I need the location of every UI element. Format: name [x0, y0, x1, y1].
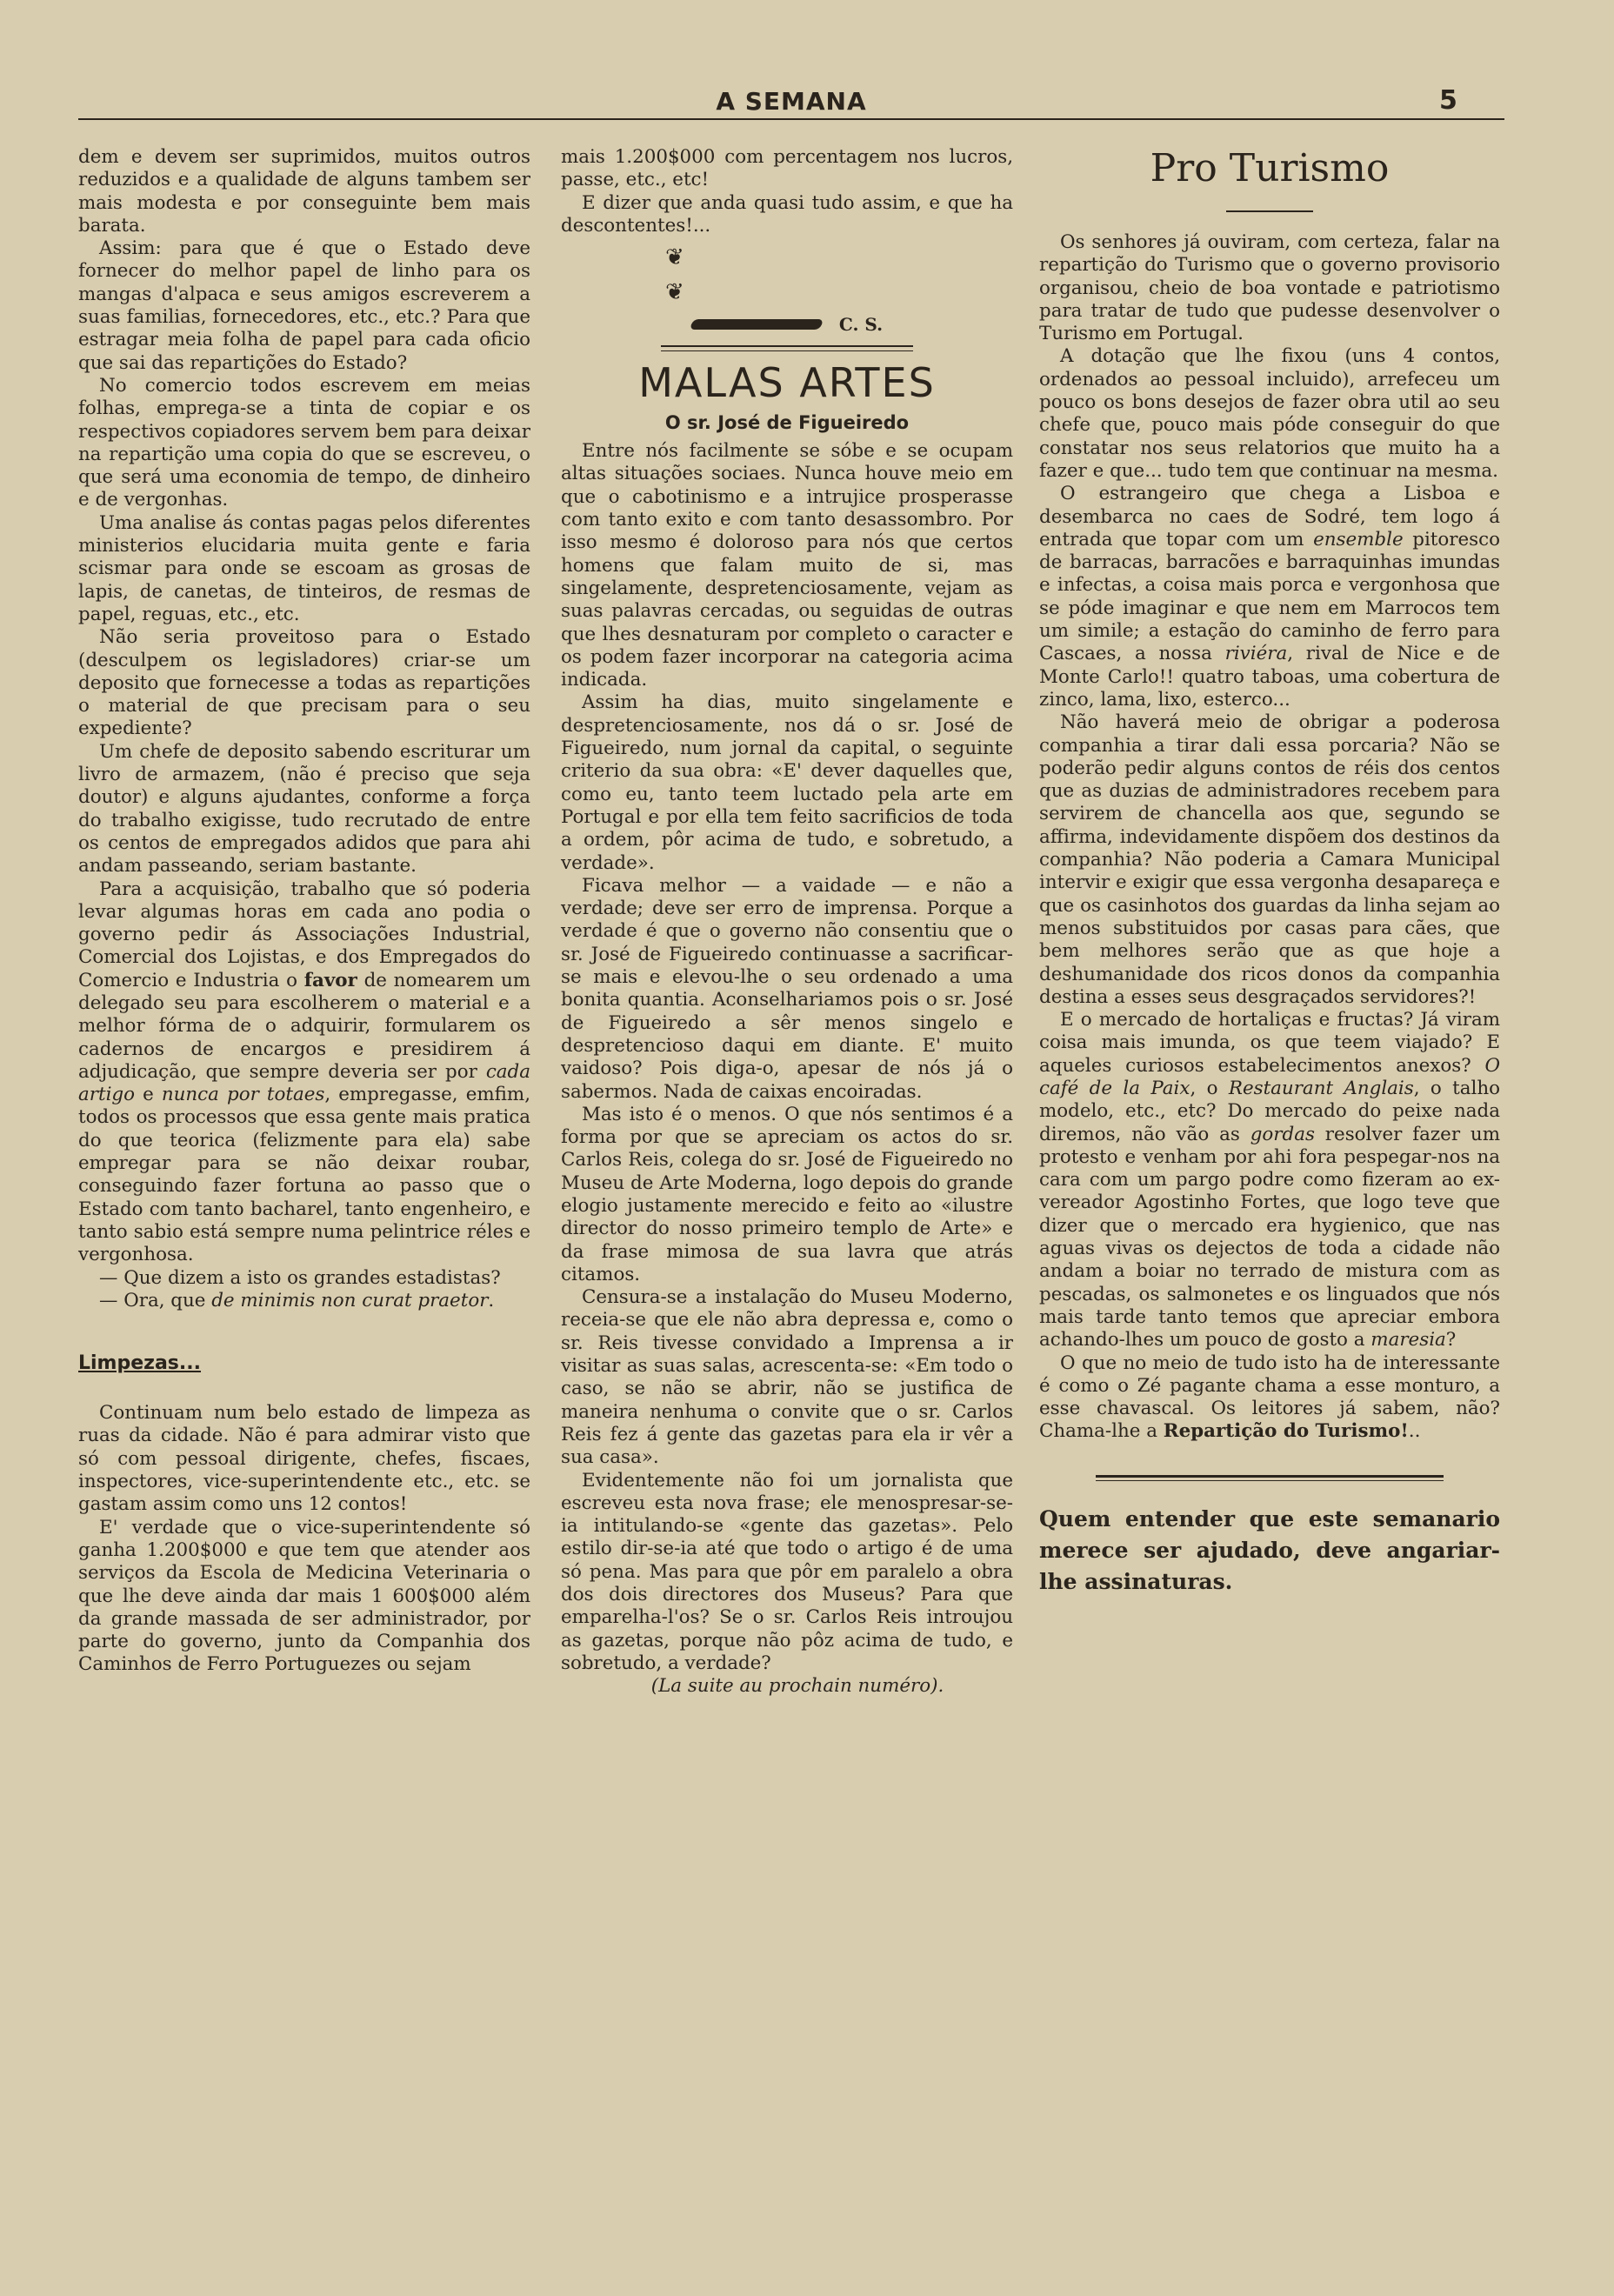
- masthead-title: A SEMANA: [716, 87, 867, 116]
- paragraph: mais 1.200$000 com percentagem nos lucros, passe, etc., etc!: [561, 146, 1013, 191]
- signature-block: [561, 314, 1013, 335]
- article-title: MALAS ARTES: [638, 359, 936, 407]
- paragraph: A dotação que lhe fixou (uns 4 contos, ordenados ao pessoal incluido), arrefeceu um pouco os bons desejos de fazer obra util ao seu chefe que, pouco mais póde conseguir do que constatar nos seus relatorios que muito ha a fazer e que... tudo tem que continuar na mesma.: [1039, 345, 1500, 482]
- paragraph: O estrangeiro que chega a Lisboa e desembarca no caes de Sodré, tem logo á entrada que topar com um ensemble pitoresco de barracas, barracões e barraquinhas imundas e infectas, a coisa mais porca e vergonhosa que se póde imaginar e que nem em Marrocos tem um simile; a estação do caminho de ferro para Cascaes, a nossa riviéra, rival de Nice e de Monte Carlo!! quatro taboas, uma cobertura de zinco, lama, lixo, esterco...: [1039, 483, 1501, 711]
- page-number: 5: [1439, 85, 1457, 116]
- column-right: [1039, 146, 1500, 1598]
- title-rule: [1226, 210, 1313, 212]
- paragraph: Evidentemente não foi um jornalista que escreveu esta nova frase; ele menospresar-se-ia intitulando-se «gente das gazetas». Pelo estilo dir-se-ia até que todo o artigo é de uma só pena. Mas para que pôr em paralelo a obra dos dois directores dos Museus? Para que emparelha-l'os? Se o sr. Carlos Reis introujou as gazetas, porque não pôz acima de tudo, e sobretudo, a verdade?: [561, 1469, 1013, 1674]
- paragraph: Não seria proveitoso para o Estado (desculpem os legisladores) criar-se um deposito que fornecesse a todas as repartições o material de que precisam para o seu expediente?: [78, 626, 530, 740]
- section-heading-limpezas: Limpezas...: [78, 1352, 201, 1375]
- paragraph: Um chefe de deposito sabendo escriturar um livro de armazem, (não é preciso que seja doutor) e alguns ajudantes, conforme a força do trabalho exigisse, tudo recrutado de entre os centos de empregados adidos que para ahi andam passeando, seriam bastante.: [78, 740, 530, 878]
- paragraph: No comercio todos escrevem em meias folhas, emprega-se a tinta de copiar e os respectivos copiadores servem bem para deixar na repartição uma copia do que se escreveu, o que será uma economia de tempo, de dinheiro e de vergonhas.: [78, 374, 530, 511]
- paragraph-latin: — Ora, que de minimis non curat praetor.: [99, 1289, 495, 1312]
- signature-flourish: [690, 319, 824, 330]
- paragraph: Mas isto é o menos. O que nós sentimos é a forma por que se apreciam os actos do sr. Carlos Reis, colega do sr. José de Figueiredo no Museu de Arte Moderna, logo depois do grande elogio justamente merecido e feito ao «ilustre director do nosso primeiro templo de Arte» e da frase mimosa de sua lavra que atrás citamos.: [561, 1103, 1013, 1285]
- paragraph: Assim ha dias, muito singelamente e despretenciosamente, nos dá o sr. José de Figueiredo, num jornal da capital, o seguinte criterio da sua obra: «E' dever daquelles que, como eu, tanto teem luctado pela arte em Portugal e por ella tem feito sacrificios de toda a ordem, pôr acima de tudo, e sobretudo, a verdade».: [561, 691, 1013, 874]
- paragraph: Ficava melhor — a vaidade — e não a verdade; deve ser erro de imprensa. Porque a verdade é que o governo não consentiu que o sr. José de Figueiredo continuasse a sacrificar-se mais e elevou-lhe o seu ordenado a uma bonita quantia. Aconselhariamos pois o sr. José de Figueiredo a sêr menos singelo e despretencioso daqui em diante. E' muito vaidoso? Pois diga-o, apesar de nós já o sabermos. Nada de caixas encoiradas.: [561, 874, 1013, 1103]
- column-left: [78, 146, 530, 1677]
- article-subtitle: O sr. José de Figueiredo: [664, 412, 910, 434]
- paragraph: Uma analise ás contas pagas pelos diferentes ministerios elucidaria muita gente e faria scismar para onde se escoam as grosas de lapis, de canetas, de tinteiros, de resmas de papel, reguas, etc., etc.: [78, 511, 530, 625]
- signature: C. S.: [838, 314, 884, 336]
- section-divider: [1096, 1475, 1444, 1481]
- subscription-appeal: Quem entender que este semanario merece ser ajudado, deve angariar-lhe assinaturas.: [1039, 1505, 1500, 1594]
- section-divider: [661, 345, 913, 351]
- article-title: Pro Turismo: [1150, 146, 1390, 190]
- paragraph: O que no meio de tudo isto ha de interessante é como o Zé pagante chama a esse monturo, a esse chavascal. Os leitores já sabem, não? Chama-lhe a Repartição do Turismo!..: [1039, 1352, 1500, 1443]
- paragraph: Os senhores já ouviram, com certeza, falar na repartição do Turismo que o governo provisorio organisou, cheio de boa vontade e patriotismo para tratar de tudo que pudesse desenvolver o Turismo em Portugal.: [1039, 231, 1500, 345]
- column-middle: [561, 146, 1013, 1699]
- fleuron-ornament: ❦: [665, 279, 684, 306]
- paragraph: Não haverá meio de obrigar a poderosa companhia a tirar dali essa porcaria? Não se poderão pedir alguns contos de réis dos centos que as duzias de administradores recebem para servirem de chancella aos que, segundo se affirma, indevidamente dispõem dos destinos da companhia? Não poderia a Camara Municipal intervir e exigir que essa vergonha desapareça e que os casinhotos dos guardas da linha sejam ao menos substituidos por casas para cães, que bem melhores serão que as que hoje a deshumanidade dos ricos donos da companhia destina a esses seus desgraçados servidores?!: [1039, 711, 1500, 1008]
- paragraph-question: — Que dizem a isto os grandes estadistas?: [99, 1266, 501, 1289]
- paragraph: Censura-se a instalação do Museu Moderno, receia-se que ele não abra depressa e, como o sr. Reis tivesse convidado a Imprensa a ir visitar as suas salas, acrescenta-se: «Em todo o caso, se não se abrir, não se justifica de maneira nenhuma o convite que o sr. Carlos Reis fez á gente das gazetas para ela ir vêr a sua casa».: [561, 1286, 1013, 1469]
- paragraph: Assim: para que é que o Estado deve fornecer do melhor papel de linho para os mangas d'alpaca e seus amigos escreverem a suas familias, fornecedores, etc., etc.? Para que estragar meia folha de papel para cada oficio que sai das repartições do Estado?: [78, 237, 530, 374]
- paragraph: Continuam num belo estado de limpeza as ruas da cidade. Não é para admirar visto que só com pessoal dirigente, chefes, fiscaes, inspectores, vice-superintendente etc., etc. se gastam assim como uns 12 contos!: [78, 1402, 530, 1516]
- paragraph: Entre nós facilmente se sóbe e se ocupam altas situações sociaes. Nunca houve meio em que o cabotinismo e a intrujice prosperasse com tanto exito e com tanto desassombro. Por isso mesmo é doloroso para nós que certos homens que falam muito de si, mas singelamente, despretenciosamente, vejam as suas palavras cercadas, ou seguidas de outras que lhes desnaturam por completo o caracter e os podem fazer incorporar na categoria acima indicada.: [561, 440, 1013, 691]
- paragraph: E o mercado de hortaliças e fructas? Já viram coisa mais imunda, os que teem viajado? E aqueles curiosos estabelecimentos anexos? O café de la Paix, o Restaurant Anglais, o talho modelo, etc., etc? Do mercado do peixe nada diremos, não vão as gordas resolver fazer um protesto e venham por ahi fora pespegar-nos na cara com um pargo podre como fizeram ao ex-vereador Agostinho Fortes, que logo teve que dizer que o mercado era hygienico, que nas aguas vivas os dejectos de toda a cidade não andam a boiar no terrado de mistura com as pescadas, os salmonetes e os linguados que nós mais tarde tanto temos que apreciar embora achando-lhes um pouco de gosto a maresia?: [1039, 1009, 1501, 1352]
- paragraph: E dizer que anda quasi tudo assim, e que ha descontentes!...: [561, 191, 1013, 237]
- paragraph: dem e devem ser suprimidos, muitos outros reduzidos e a qualidade de alguns tambem ser mais modesta e por conseguinte bem mais barata.: [78, 146, 530, 237]
- paragraph-acquisition: Para a acquisição, trabalho que só poderia levar algumas horas em cada ano podia o governo pedir ás Associações Industrial, Comercial dos Lojistas, e dos Empregados do Comercio e Industria o favor de nomearem um delegado seu para escolherem o material e a melhor fórma de o adquirir, formularem os cadernos de encargos e presidirem á adjudicação, que sempre deveria ser por cada artigo e nunca por totaes, empregasse, emfim, todos os processos que essa gente mais pratica do que teorica (felizmente para ela) sabe empregar para se não deixar roubar, conseguindo fazer fortuna ao passo que o Estado com tanto bacharel, tanto engenheiro, e tanto sabio está sempre numa pelintrice réles e vergonhosa.: [78, 878, 531, 1266]
- paragraph: E' verdade que o vice-superintendente só ganha 1.200$000 e que tem que atender aos serviços da Escola de Medicina Veterinaria o que lhe deve ainda dar mais 1 600$000 além da grande massada de ser administrador, por parte do governo, junto da Companhia dos Caminhos de Ferro Portuguezes ou sejam: [78, 1516, 530, 1676]
- continuation-note: (La suite au prochain numéro).: [650, 1675, 944, 1698]
- fleuron-ornament: ❦: [665, 244, 684, 271]
- header-rule: [78, 118, 1504, 120]
